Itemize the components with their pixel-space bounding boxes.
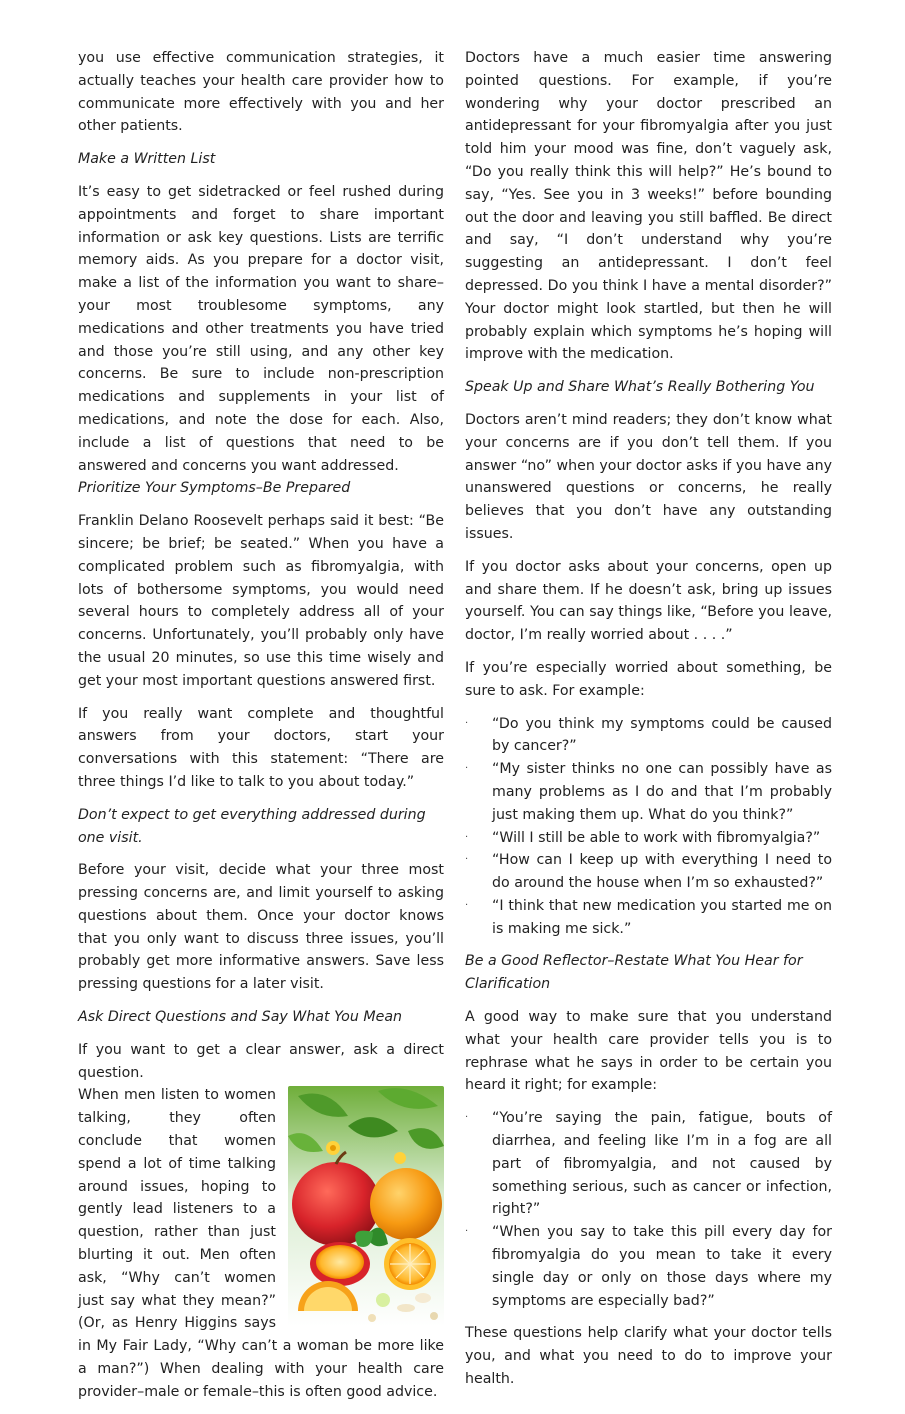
paragraph-roosevelt: Franklin Delano Roosevelt perhaps said it best: “Be sincere; be brief; be seated.” When you have a complicated problem such as fibromyalgia, with lots of bothersome symptoms, you would need several hours to completely address all of your concerns. Unfortunately, you’ll probably only have the usual 20 minutes, so use this time wisely and get your most important questions answered first. <box>78 513 444 689</box>
heading-direct-questions: Ask Direct Questions and Say What You Mean <box>78 1009 403 1026</box>
list-item-text: “My sister thinks no one can possibly have as many problems as I do and that I’m probably just making them up. What do you think?” <box>492 761 832 823</box>
list-item <box>465 827 832 850</box>
fruit-photo <box>288 1086 444 1326</box>
paragraph-direct-body <box>78 1084 444 1403</box>
paragraph-three-things: If you really want complete and thoughtful answers from your doctors, start your conversations with this statement: “There are three things I’d like to talk to you about today.” <box>78 705 444 790</box>
bullet-mark: · <box>465 831 469 843</box>
paragraph-rephrase: A good way to make sure that you understand what your health care provider tells you is to rephrase what he says in order to be certain you heard it right; for example: <box>465 1009 832 1094</box>
paragraph-three-concerns: Before your visit, decide what your three most pressing concerns are, and limit yourself to asking questions about them. Once your doctor knows that you only want to discuss three issues, you’ll probably get more informative answers. Save less pressing questions for a later visit. <box>78 862 444 993</box>
list-item-text: “When you say to take this pill every day for fibromyalgia do you mean to take it every single day or only on those days where my symptoms are especially bad?” <box>492 1224 832 1309</box>
bullet-mark: · <box>465 1112 469 1124</box>
list-item <box>465 895 832 941</box>
list-item <box>465 849 832 895</box>
heading-written-list: Make a Written List <box>78 151 216 168</box>
list-item <box>465 713 832 759</box>
bullet-mark: · <box>465 1226 469 1238</box>
paragraph-written-list: It’s easy to get sidetracked or feel rushed during appointments and forget to share important information or ask key questions. Lists are terrific memory aids. As you prepare for a doctor visit, make a list of the information you want to share–your most troublesome symptoms, any medications and other treatments you have tried and those you’re still using, and any other key concerns. Be sure to include non-prescription medications and supplements in your list of medications, and note the dose for each. Also, include a list of questions that need to be answered and concerns you want addressed. <box>78 183 444 474</box>
paragraph-be-sure-to-ask: If you’re especially worried about something, be sure to ask. For example: <box>465 659 832 699</box>
bullet-mark: · <box>465 717 469 729</box>
paragraph-direct-lead: If you want to get a clear answer, ask a direct question. <box>78 1041 444 1081</box>
heading-dont-expect: Don’t expect to get everything addressed during one visit. <box>78 806 426 846</box>
paragraph-mind-readers: Doctors aren’t mind readers; they don’t know what your concerns are if you don’t tell them. If you answer “no” when your doctor asks if you have any unanswered questions or concerns, he really believes that you don’t have any outstanding issues. <box>465 411 832 542</box>
bullet-mark: · <box>465 763 469 775</box>
heading-reflector: Be a Good Reflector–Restate What You Hear for Clarification <box>465 953 803 993</box>
rephrase-list <box>465 1107 832 1312</box>
paragraph-communication: you use effective communication strategies, it actually teaches your health care provider how to communicate more effectively with you and her other patients. <box>78 50 444 135</box>
question-list <box>465 713 832 941</box>
right-column <box>465 47 832 1401</box>
list-item-text: “You’re saying the pain, fatigue, bouts of diarrhea, and feeling like I’m in a fog are all part of fibromyalgia, and not caused by something serious, such as cancer or infection, right?” <box>492 1110 832 1218</box>
heading-speak-up: Speak Up and Share What’s Really Bothering You <box>465 379 815 396</box>
list-item <box>465 1221 832 1312</box>
paragraph-direct-rest: When men listen to women talking, they often conclude that women spend a lot of time talking around issues, hoping to gently lead listeners to a question, rather than just blurting it out. Men often ask, “Why can’t women just say what they mean?” (Or, as Henry Higgins says in My Fair Lady, “Why can’t a woman be more like a man?”) When dealing with your health care provider–male or female–this is often good advice. <box>78 1087 444 1400</box>
bullet-mark: · <box>465 899 469 911</box>
list-item-text: “Do you think my symptoms could be caused by cancer?” <box>492 715 832 755</box>
paragraph-open-up: If you doctor asks about your concerns, open up and share them. If he doesn’t ask, bring up issues yourself. You can say things like, “Before you leave, doctor, I’m really worried about . . . .” <box>465 558 832 644</box>
bullet-mark: · <box>465 854 469 866</box>
list-item-text: “How can I keep up with everything I need to do around the house when I’m so exhausted?” <box>492 852 832 892</box>
paragraph-pointed-questions: Doctors have a much easier time answering pointed questions. For example, if you’re wondering why your doctor prescribed an antidepressant for your fibromyalgia after you just told him your mood was fine, don’t vaguely ask, “Do you really think this will help?” He’s bound to say, “Yes. See you in 3 weeks!” before bounding out the door and leaving you still baffled. Be direct and say, “I don’t understand why you’re suggesting an antidepressant. I don’t feel depressed. Do you think I have a mental disorder?” Your doctor might look startled, but then he will probably explain which symptoms he’s hoping will improve with the medication. <box>465 50 832 363</box>
left-column <box>78 47 444 1414</box>
list-item-text: “I think that new medication you started me on is making me sick.” <box>492 897 832 937</box>
paragraph-clarify: These questions help clarify what your doctor tells you, and what you need to do to improve your health. <box>465 1325 832 1388</box>
list-item <box>465 758 832 826</box>
list-item-text: “Will I still be able to work with fibromyalgia?” <box>492 829 821 846</box>
heading-prioritize: Prioritize Your Symptoms–Be Prepared <box>78 480 351 497</box>
list-item <box>465 1107 832 1221</box>
